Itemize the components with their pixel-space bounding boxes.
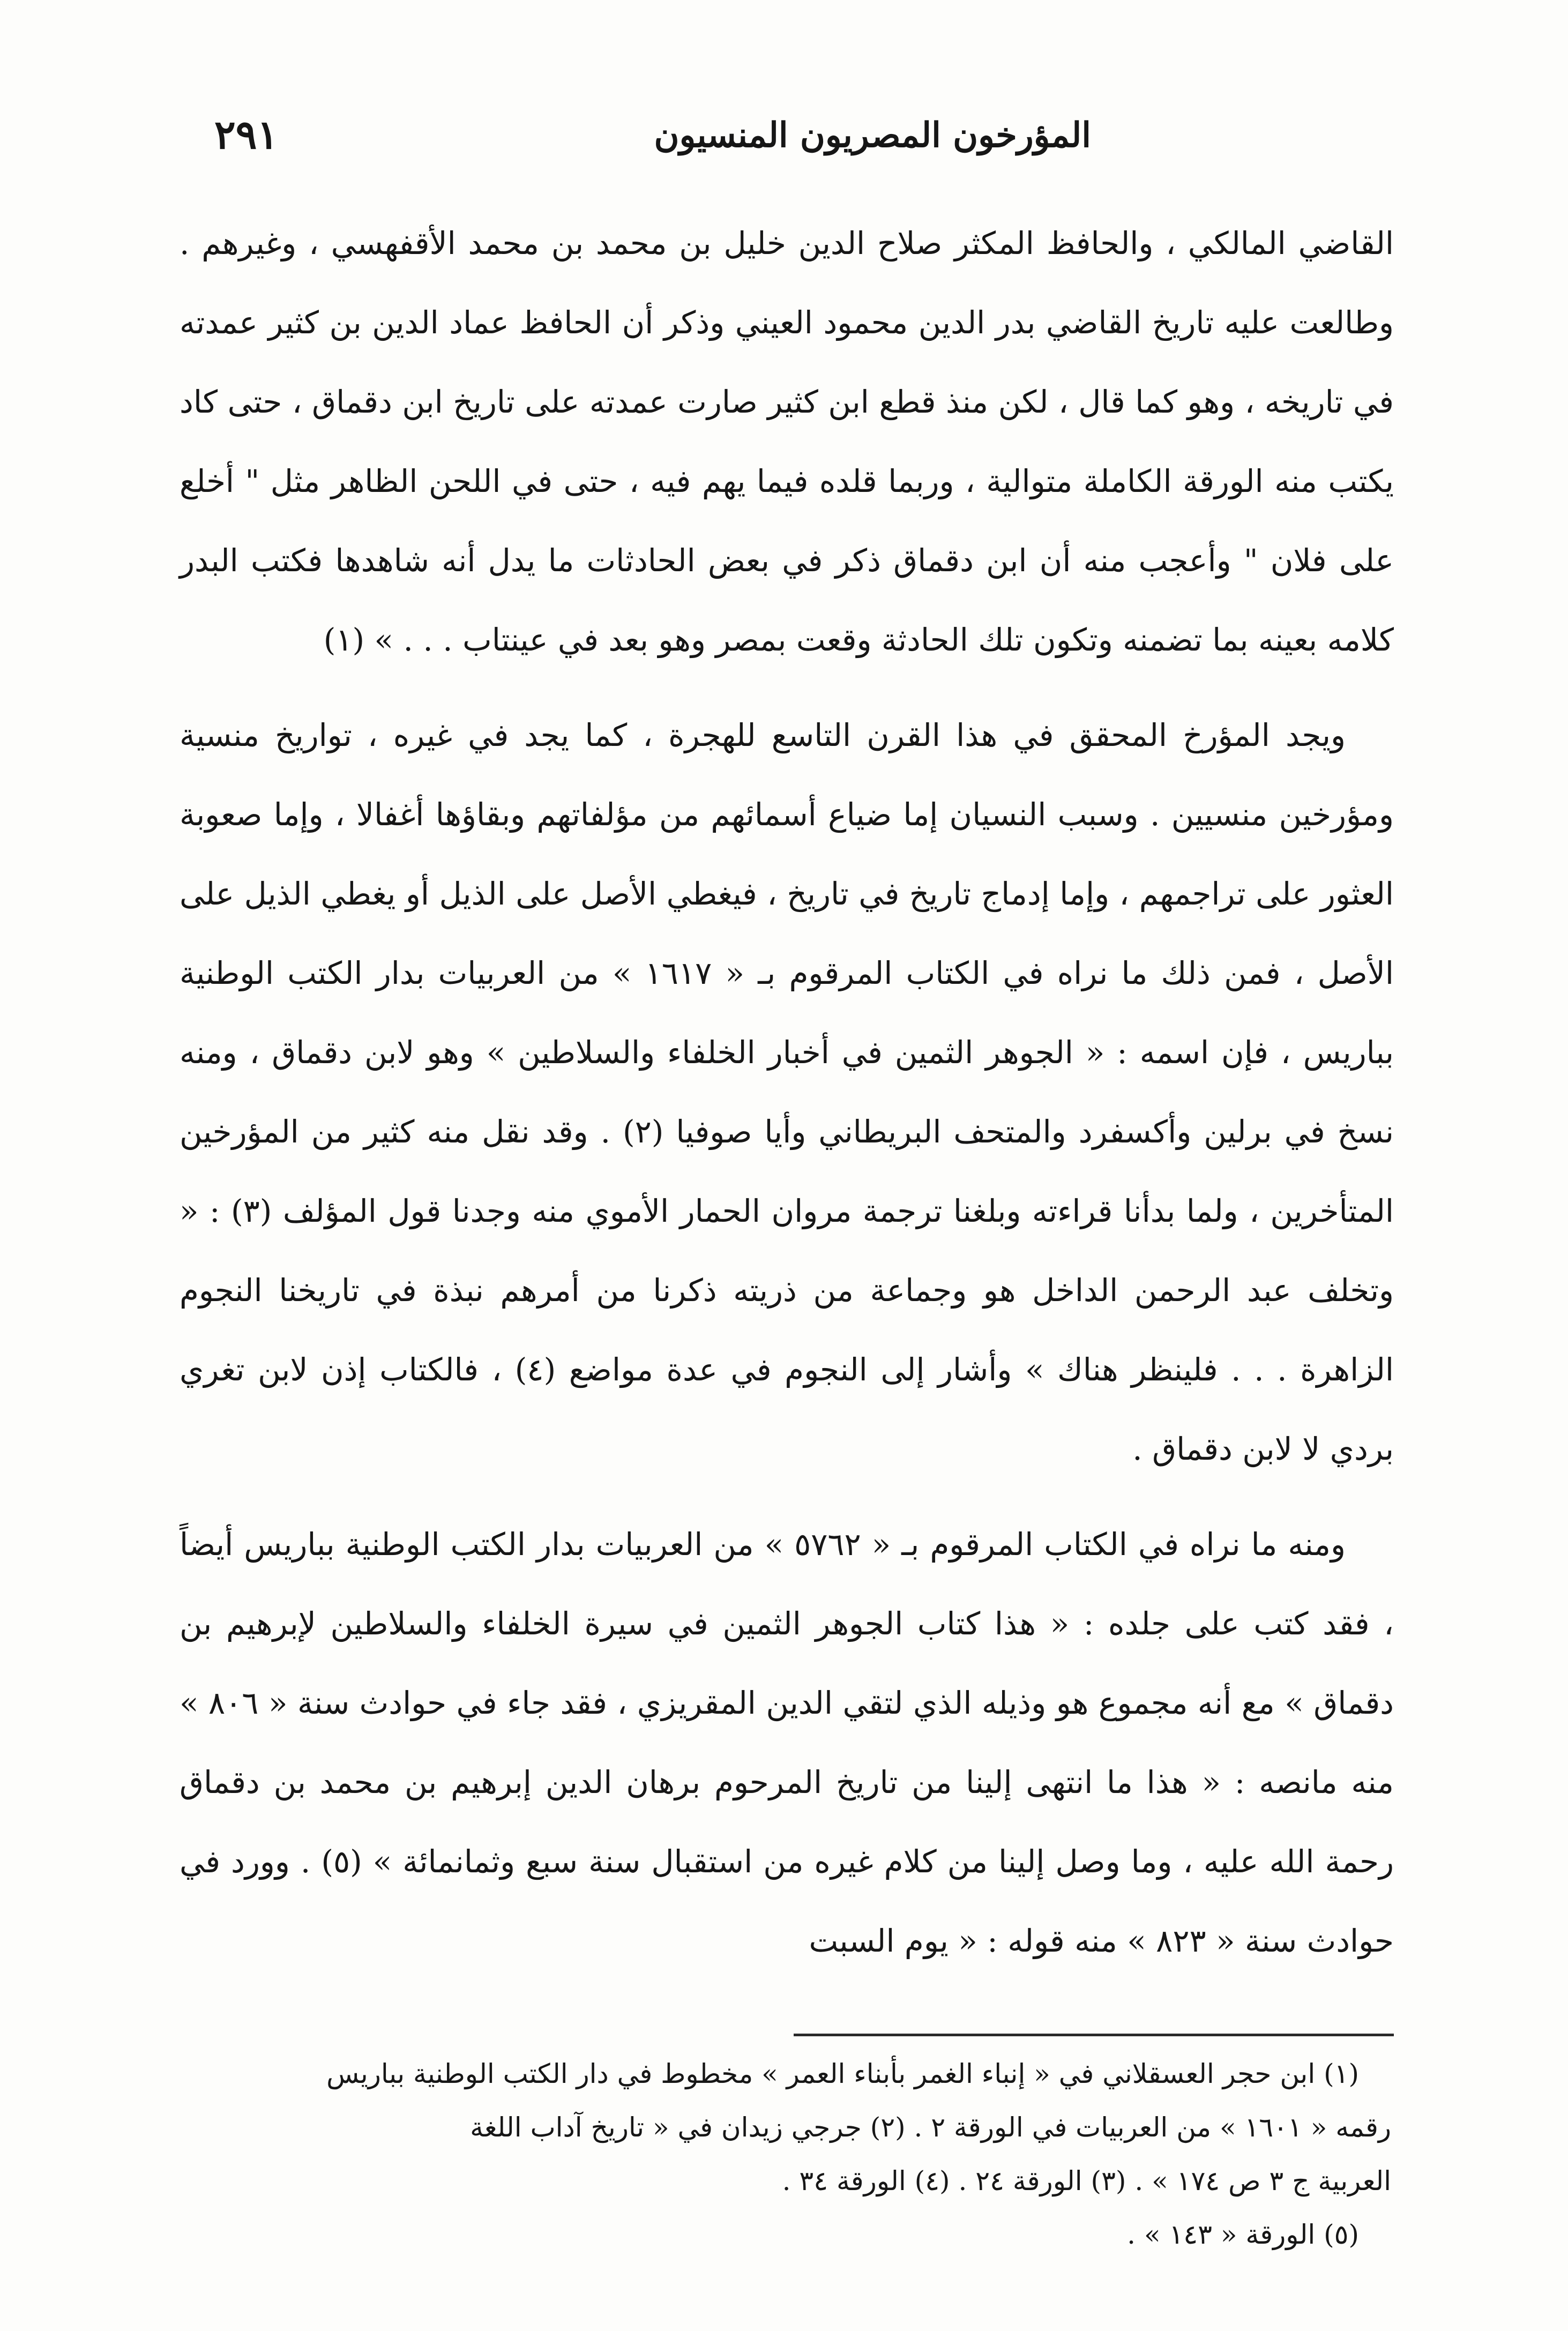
footnote-line-1: (١) ابن حجر العسقلاني في « إنباء الغمر بأبناء العمر » مخطوط في دار الكتب الوطنية بباريس	[326, 2058, 1359, 2089]
paragraph-3: ومنه ما نراه في الكتاب المرقوم بـ « ٥٧٦٢ » من العربيات بدار الكتب الوطنية بباريس أيضاً ، فقد كتب على جلده : « هذا كتاب الجوهر الثمين في سيرة الخلفاء والسلاطين لإبرهيم بن دقماق » مع أنه مجموع هو وذيله الذي لتقي الدين المقريزي ، فقد جاء في حوادث سنة « ٨٠٦ » منه مانصه : « هذا ما انتهى إلينا من تاريخ المرحوم برهان الدين إبرهيم بن محمد بن دقماق رحمة الله عليه ، وما وصل إلينا من كلام غيره من استقبال سنة سبع وثمانمائة » (٥) . وورد في حوادث سنة « ٨٢٣ » منه قوله : « يوم السبت	[180, 1526, 1394, 1959]
footnote-line-3: العربية ج ٣ ص ١٧٤ » . (٣) الورقة ٢٤ . (٤) الورقة ٣٤ .	[782, 2165, 1391, 2196]
paragraph-2: ويجد المؤرخ المحقق في هذا القرن التاسع للهجرة ، كما يجد في غيره ، تواريخ منسية ومؤرخين منسيين . وسبب النسيان إما ضياع أسمائهم من مؤلفاتهم وبقاؤها أغفالا ، وإما صعوبة العثور على تراجمهم ، وإما إدماج تاريخ في تاريخ ، فيغطي الأصل على الذيل أو يغطي الذيل على الأصل ، فمن ذلك ما نراه في الكتاب المرقوم بـ « ١٦١٧ » من العربيات بدار الكتب الوطنية بباريس ، فإن اسمه : « الجوهر الثمين في أخبار الخلفاء والسلاطين » وهو لابن دقماق ، ومنه نسخ في برلين وأكسفرد والمتحف البريطاني وأيا صوفيا (٢) . وقد نقل منه كثير من المؤرخين المتأخرين ، ولما بدأنا قراءته وبلغنا ترجمة مروان الحمار الأموي منه وجدنا قول المؤلف (٣) : « وتخلف عبد الرحمن الداخل هو وجماعة من ذريته ذكرنا من أمرهم نبذة في تاريخنا النجوم الزاهرة . . . فلينظر هناك » وأشار إلى النجوم في عدة مواضع (٤) ، فالكتاب إذن لابن تغري بردي لا لابن دقماق .	[180, 717, 1394, 1467]
running-title: المؤرخون المصريون المنسيون	[654, 115, 1091, 155]
page-number: ٢٩١	[214, 112, 279, 158]
body-text	[180, 204, 1394, 1997]
page-header	[177, 112, 1391, 180]
footnote-separator	[794, 2034, 1394, 2036]
footnote-line-2: رقمه « ١٦٠١ » من العربيات في الورقة ٢ . (٢) جرجي زيدان في « تاريخ آداب اللغة	[470, 2112, 1391, 2143]
footnote-line-4: (٥) الورقة « ١٤٣ » .	[1127, 2219, 1359, 2250]
footnotes	[182, 2047, 1391, 2261]
paragraph-1: القاضي المالكي ، والحافظ المكثر صلاح الدين خليل بن محمد بن محمد الأقفهسي ، وغيرهم . وطالعت عليه تاريخ القاضي بدر الدين محمود العيني وذكر أن الحافظ عماد الدين بن كثير عمدته في تاريخه ، وهو كما قال ، لكن منذ قطع ابن كثير صارت عمدته على تاريخ ابن دقماق ، حتى كاد يكتب منه الورقة الكاملة متوالية ، وربما قلده فيما يهم فيه ، حتى في اللحن الظاهر مثل " أخلع على فلان " وأعجب منه أن ابن دقماق ذكر في بعض الحادثات ما يدل أنه شاهدها فكتب البدر كلامه بعينه بما تضمنه وتكون تلك الحادثة وقعت بمصر وهو بعد في عينتاب . . . » (١)	[180, 225, 1394, 658]
